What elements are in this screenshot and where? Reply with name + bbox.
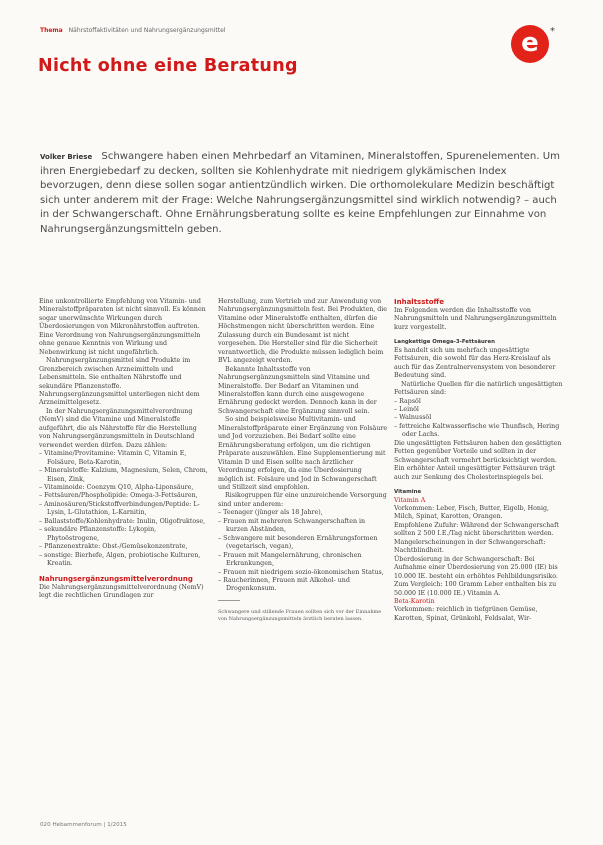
lead-text: Schwangere haben einen Mehrbedarf an Vitaminen, Mineralstoffen, Spurenelementen. Um ihren Energiebedarf zu decken, sollten sie Kohlenhydrate mit niedrigem glykämischen Index bevorzugen, denn diese sollen sogar antientzündlich wirken. Die orthomolekulare Medizin beschäftigt sich unter anderem mit der Frage: Welche Nahrungsergänzungsmittel sind wirklich notwendig? – auch in der Schwangerschaft. Ohne Ernährungsberatung sollte es keine Empfehlungen zur Einnahme von Nahrungsergänzungsmitteln geben.: [40, 151, 560, 235]
list-item: – sekundäre Pflanzenstoffe: Lykopin, Phytoöstrogene,: [39, 526, 209, 543]
risk-group-list: [218, 509, 388, 594]
list-item: – Walnussöl: [394, 414, 566, 422]
paragraph: Mangelerscheinungen in der Schwangerschaft: Nachtblindheit.: [394, 538, 546, 555]
paragraph: Natürliche Quellen für die natürlich ungesättigten Fettsäuren sind:: [394, 380, 563, 397]
paragraph: Bekannte Inhaltsstoffe von Nahrungsergänzungsmitteln sind Vitamine und Mineralstoffe. Der Bedarf an Vitaminen und Mineralstoffen kann durch eine ausgewogene Ernährung gedeckt werden. Dennoch kann in der Schwangerschaft eine Ergänzung sinnvoll sein.: [218, 365, 377, 415]
list-item: – Schwangere mit besonderen Ernährungsformen (vegetarisch, vegan),: [218, 535, 388, 552]
footnote: Schwangere und stillende Frauen sollten sich vor der Einnahme von Nahrungsergänzungsmitteln ärztlich beraten lassen.: [218, 608, 382, 622]
ingredient-list: [39, 450, 209, 568]
author-name: Volker Briese: [40, 153, 93, 161]
list-item: – Vitamine/Provitamine: Vitamin C, Vitamin E, Folsäure, Beta-Karotin,: [39, 450, 209, 467]
paragraph: So sind beispielsweise Multivitamin- und Mineralstoffpräparate einer Ergänzung von Folsäure und Jod vorzuziehen. Bei Bedarf sollte eine Ernährungsberatung erfolgen, um die richtigen Präparate auszuwählen. Eine Supplementierung mit Vitamin D und Eisen sollte nach ärztlicher Verordnung erfolgen, da eine Überdosierung möglich ist. Folsäure und Jod in Schwangerschaft und Stillzeit sind empfohlen.: [218, 416, 388, 491]
list-item: – Ballaststoffe/Kohlenhydrate: Inulin, Oligofruktose,: [39, 518, 209, 526]
paragraph: Überdosierung in der Schwangerschaft: Bei Aufnahme einer Überdosierung von 25.000 (IE) bis 10.000 IE. besteht ein erhöhtes Fehlbildungsrisiko. Zum Vergleich: 100 Gramm Leber enthalten bis zu 50.000 IE (10.000 IE.) Vitamin A.: [394, 555, 558, 597]
list-item: – Raucherinnen, Frauen mit Alkohol- und Drogenkonsum.: [218, 577, 388, 594]
beta-carotene-heading: Beta-Karotin: [394, 597, 435, 605]
list-item: – Fettsäuren/Phospholipide: Omega-3-Fettsäuren,: [39, 492, 209, 500]
list-item: – Frauen mit mehreren Schwangerschaften in kurzen Abständen,: [218, 518, 388, 535]
logo-star-icon: *: [550, 26, 555, 37]
column-2: [218, 298, 388, 623]
lead-paragraph: [40, 150, 562, 238]
column-1: [39, 298, 209, 600]
list-item: – Frauen mit Mangelernährung, chronischen Erkrankungen,: [218, 552, 388, 569]
section-topic: Nährstoffaktivitäten und Nahrungsergänzungsmittel: [68, 27, 226, 34]
paragraph: Herstellung, zum Vertrieb und zur Anwendung von Nahrungsergänzungsmitteln fest. Bei Produkten, die Vitamine oder Mineralstoffe enthalten, dürfen die Höchstmengen nicht überschritten werden. Eine Zulassung durch ein Bundesamt ist nicht vorgesehen. Die Hersteller sind für die Sicherheit verantwortlich, die Produkte müssen lediglich beim BVL angezeigt werden.: [218, 298, 388, 365]
article-title: Nicht ohne eine Beratung: [38, 56, 298, 76]
footnote-divider: [218, 600, 240, 601]
paragraph: Es handelt sich um mehrfach ungesättigte Fettsäuren, die sowohl für das Herz-Kreislauf als auch für das Zentralnervensystem von besonderer Bedeutung sind.: [394, 346, 556, 380]
list-item: – Aminosäuren/Stickstoffverbindungen/Peptide: L-Lysin, L-Glutathion, L-Karnitin,: [39, 501, 209, 518]
paragraph: Eine unkontrollierte Empfehlung von Vitamin- und Mineralstoffpräparaten ist nicht sinnvoll. Es können sogar unerwünschte Wirkungen durch Überdosierungen von Mikronährstoffen auftreten. Eine Verordnung von Nahrungsergänzungsmitteln ohne genaue Kenntnis von Wirkung und Nebenwirkung ist nicht ungefährlich.: [39, 298, 206, 356]
list-item: – Frauen mit niedrigem sozio-ökonomischen Status,: [218, 569, 388, 577]
list-item: – Leinöl: [394, 406, 566, 414]
paragraph: In der Nahrungsergänzungsmittelverordnung (NemV) sind die Vitamine und Mineralstoffe aufgeführt, die als Nährstoffe für die Herstellung von Nahrungsergänzungsmitteln in Deutschland verwendet werden dürfen. Dazu zählen:: [39, 407, 197, 449]
list-item: – Mineralstoffe: Kalzium, Magnesium, Selen, Chrom, Eisen, Zink,: [39, 467, 209, 484]
source-list: [394, 398, 566, 440]
section-heading: Nahrungsergänzungsmittelverordnung: [39, 574, 193, 583]
paragraph: Die Nahrungsergänzungsmittelverordnung (NemV) legt die rechtlichen Grundlagen zur: [39, 583, 204, 599]
list-item: – fettreiche Kaltwasserfische wie Thunfisch, Hering oder Lachs.: [394, 423, 566, 440]
list-item: – Rapsöl: [394, 398, 566, 406]
vitamin-a-heading: Vitamin A: [394, 496, 426, 504]
list-item: – sonstige: Bierhefe, Algen, probiotische Kulturen, Kreatin.: [39, 552, 209, 569]
e-logo: [511, 25, 549, 63]
paragraph: Vorkommen: Leber, Fisch, Butter, Eigelb, Honig, Milch, Spinat, Karotten, Orangen.: [394, 504, 550, 521]
subheading: Langkettige Omega-3-Fettsäuren: [394, 339, 495, 346]
paragraph: Vorkommen: reichlich in tiefgrünen Gemüse, Karotten, Spinat, Grünkohl, Feldsalat, Wir-: [394, 606, 538, 622]
paragraph: Risikogruppen für eine unzureichende Versorgung sind unter anderem:: [218, 492, 387, 508]
section-heading: Inhaltsstoffe: [394, 298, 444, 306]
page-footer: 020 Hebammenforum | 1/2015: [40, 822, 127, 828]
paragraph: Im Folgenden werden die Inhaltsstoffe von Nahrungsmitteln und Nahrungsergänzungsmitteln kurz vorgestellt.: [394, 307, 557, 331]
column-3: [394, 298, 566, 623]
list-item: – Teenager (jünger als 18 Jahre),: [218, 509, 388, 517]
section-header: [40, 27, 225, 34]
list-item: – Pflanzenextrakte: Obst-/Gemüsekonzentrate,: [39, 543, 209, 551]
paragraph: Empfohlene Zufuhr: Während der Schwangerschaft sollten 2 500 I.E./Tag nicht überschritten werden.: [394, 521, 559, 538]
subheading: Vitamine: [394, 489, 422, 496]
section-label: Thema: [40, 27, 63, 34]
paragraph: Die ungesättigten Fettsäuren haben den gesättigten Fetten gegenüber Vorteile und sollten in der Schwangerschaft vermehrt berücksichtigt werden. Ein erhöhter Anteil ungesättigter Fettsäuren trägt auch zur Senkung des Cholesterinspiegels bei.: [394, 439, 562, 481]
logo-letter: e: [521, 28, 539, 58]
paragraph: Nahrungsergänzungsmittel sind Produkte im Grenzbereich zwischen Arzneimitteln und Lebensmitteln. Sie enthalten Nährstoffe und sekundäre Pflanzenstoffe. Nahrungsergänzungsmittel unterliegen nicht dem Arzneimittelgesetz.: [39, 357, 200, 407]
list-item: – Vitaminoide: Coenzym Q10, Alpha-Liponsäure,: [39, 484, 209, 492]
